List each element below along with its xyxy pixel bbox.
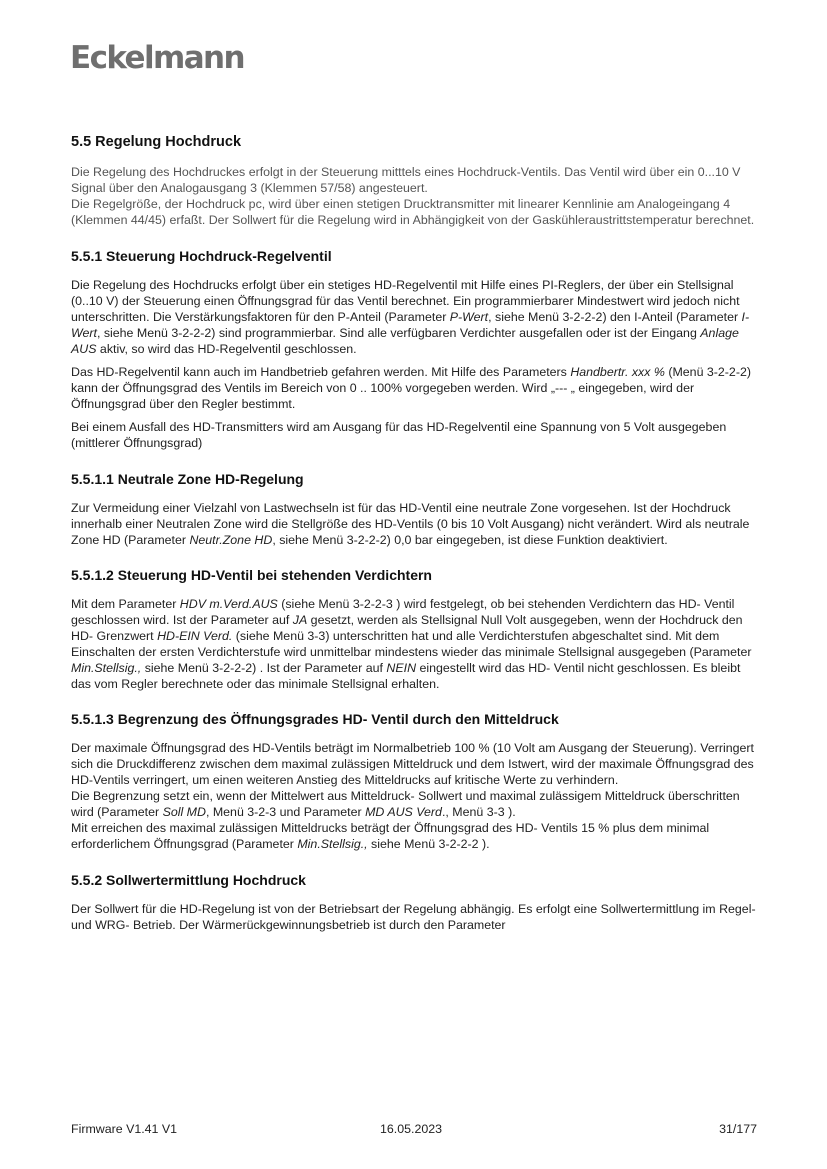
section-title-5-5: 5.5 Regelung Hochdruck	[71, 134, 242, 150]
paragraph: Mit erreichen des maximal zulässigen Mitteldrucks beträgt der Öffnungsgrad des HD- Ventils 15 % plus dem minimal erforderlichem Öffnungsgrad (Parameter Min.Stellsig., siehe Menü 3-2-2-2 ).	[71, 821, 710, 851]
section-title-5-5-1-1: 5.5.1.1 Neutrale Zone HD-Regelung	[71, 471, 304, 487]
paragraph: Der Sollwert für die HD-Regelung ist von der Betriebsart der Regelung abhängig. Es erfolgt eine Sollwertermittlung im Regel- und WRG- Betrieb. Der Wärmerückgewinnungsbetrieb ist durch den Parameter	[71, 902, 756, 932]
paragraph: Die Regelgröße, der Hochdruck pc, wird über einen stetigen Drucktransmitter mit linearer Kennlinie am Analogeingang 4 (Klemmen 44/45) erfaßt. Der Sollwert für die Regelung wird in Abhängigkeit von der Gaskühleraustrittstemperatur berechnet.	[71, 197, 755, 227]
paragraph: Mit dem Parameter HDV m.Verd.AUS (siehe Menü 3-2-2-3 ) wird festgelegt, ob bei stehenden Verdichtern das HD- Ventil geschlossen wird. Ist der Parameter auf JA gesetzt, werden als Stellsignal Null Volt ausgegeben, wenn der Hochdruck den HD- Grenzwert HD-EIN Verd. (siehe Menü 3-3) unterschritten hat und alle Verdichterstufen abgeschaltet sind. Mit dem Einschalten der ersten Verdichterstufe wird unmittelbar mindestens wieder das minimale Stellsignal ausgegeben (Parameter Min.Stellsig., siehe Menü 3-2-2-2) . Ist der Parameter auf NEIN eingestellt wird das HD- Ventil nicht geschlossen. Es bleibt das vom Regler berechnete oder das minimale Stellsignal erhalten.	[71, 597, 752, 691]
paragraph: Der maximale Öffnungsgrad des HD-Ventils beträgt im Normalbetrieb 100 % (10 Volt am Ausgang der Steuerung). Verringert sich die Druckdifferenz zwischen dem maximal zulässigen Mitteldruck und dem Istwert, wird der maximale Öffnungsgrad des HD-Ventils verringert, um einen weiteren Anstieg des Mitteldrucks auf kritische Werte zu verhindern.	[71, 741, 754, 787]
footer-firmware: Firmware V1.41 V1	[71, 1122, 178, 1136]
paragraph: Das HD-Regelventil kann auch im Handbetrieb gefahren werden. Mit Hilfe des Parameters Handbertr. xxx % (Menü 3-2-2-2) kann der Öffnungsgrad des Ventils im Bereich von 0 .. 100% vorgegeben werden. Wird „--- „ eingegeben, wird der Öffnungsgrad über den Regler bestimmt.	[71, 365, 751, 411]
paragraph: Zur Vermeidung einer Vielzahl von Lastwechseln ist für das HD-Ventil eine neutrale Zone vorgesehen. Ist der Hochdruck innerhalb einer Neutralen Zone wird die Stellgröße des HD-Ventils (0 bis 10 Volt Ausgang) nicht verändert. Wird als neutrale Zone HD (Parameter Neutr.Zone HD, siehe Menü 3-2-2-2) 0,0 bar eingegeben, ist diese Funktion deaktiviert.	[71, 501, 750, 547]
paragraph: Die Regelung des Hochdrucks erfolgt über ein stetiges HD-Regelventil mit Hilfe eines PI-Reglers, der über ein Stellsignal (0..10 V) der Steuerung einen Öffnungsgrad für das Ventil berechnet. Ein programmierbarer Mindestwert wird jedoch nicht unterschritten. Die Verstärkungsfaktoren für den P-Anteil (Parameter P-Wert, siehe Menü 3-2-2-2) den I-Anteil (Parameter I-Wert, siehe Menü 3-2-2-2) sind programmierbar. Sind alle verfügbaren Verdichter ausgefallen oder ist der Eingang Anlage AUS aktiv, so wird das HD-Regelventil geschlossen.	[71, 278, 750, 356]
section-title-5-5-1-2: 5.5.1.2 Steuerung HD-Ventil bei stehenden Verdichtern	[71, 567, 432, 583]
section-title-5-5-2: 5.5.2 Sollwertermittlung Hochdruck	[71, 872, 306, 888]
section-title-5-5-1-3: 5.5.1.3 Begrenzung des Öffnungsgrades HD- Ventil durch den Mitteldruck	[71, 711, 559, 727]
section-title-5-5-1: 5.5.1 Steuerung Hochdruck-Regelventil	[71, 248, 332, 264]
company-logo: Eckelmann	[70, 40, 244, 76]
paragraph: Bei einem Ausfall des HD-Transmitters wird am Ausgang für das HD-Regelventil eine Spannung von 5 Volt ausgegeben (mittlerer Öffnungsgrad)	[71, 420, 727, 450]
paragraph: Die Begrenzung setzt ein, wenn der Mittelwert aus Mitteldruck- Sollwert und maximal zulässigem Mitteldruck überschritten wird (Parameter Soll MD, Menü 3-2-3 und Parameter MD AUS Verd., Menü 3-3 ).	[71, 789, 740, 819]
footer-page-number: 31/177	[719, 1122, 757, 1136]
paragraph: Die Regelung des Hochdruckes erfolgt in der Steuerung mitttels eines Hochdruck-Ventils. Das Ventil wird über ein 0...10 V Signal über den Analogausgang 3 (Klemmen 57/58) angesteuert.	[71, 165, 741, 195]
document-body	[71, 134, 761, 933]
footer-date: 16.05.2023	[380, 1122, 443, 1136]
